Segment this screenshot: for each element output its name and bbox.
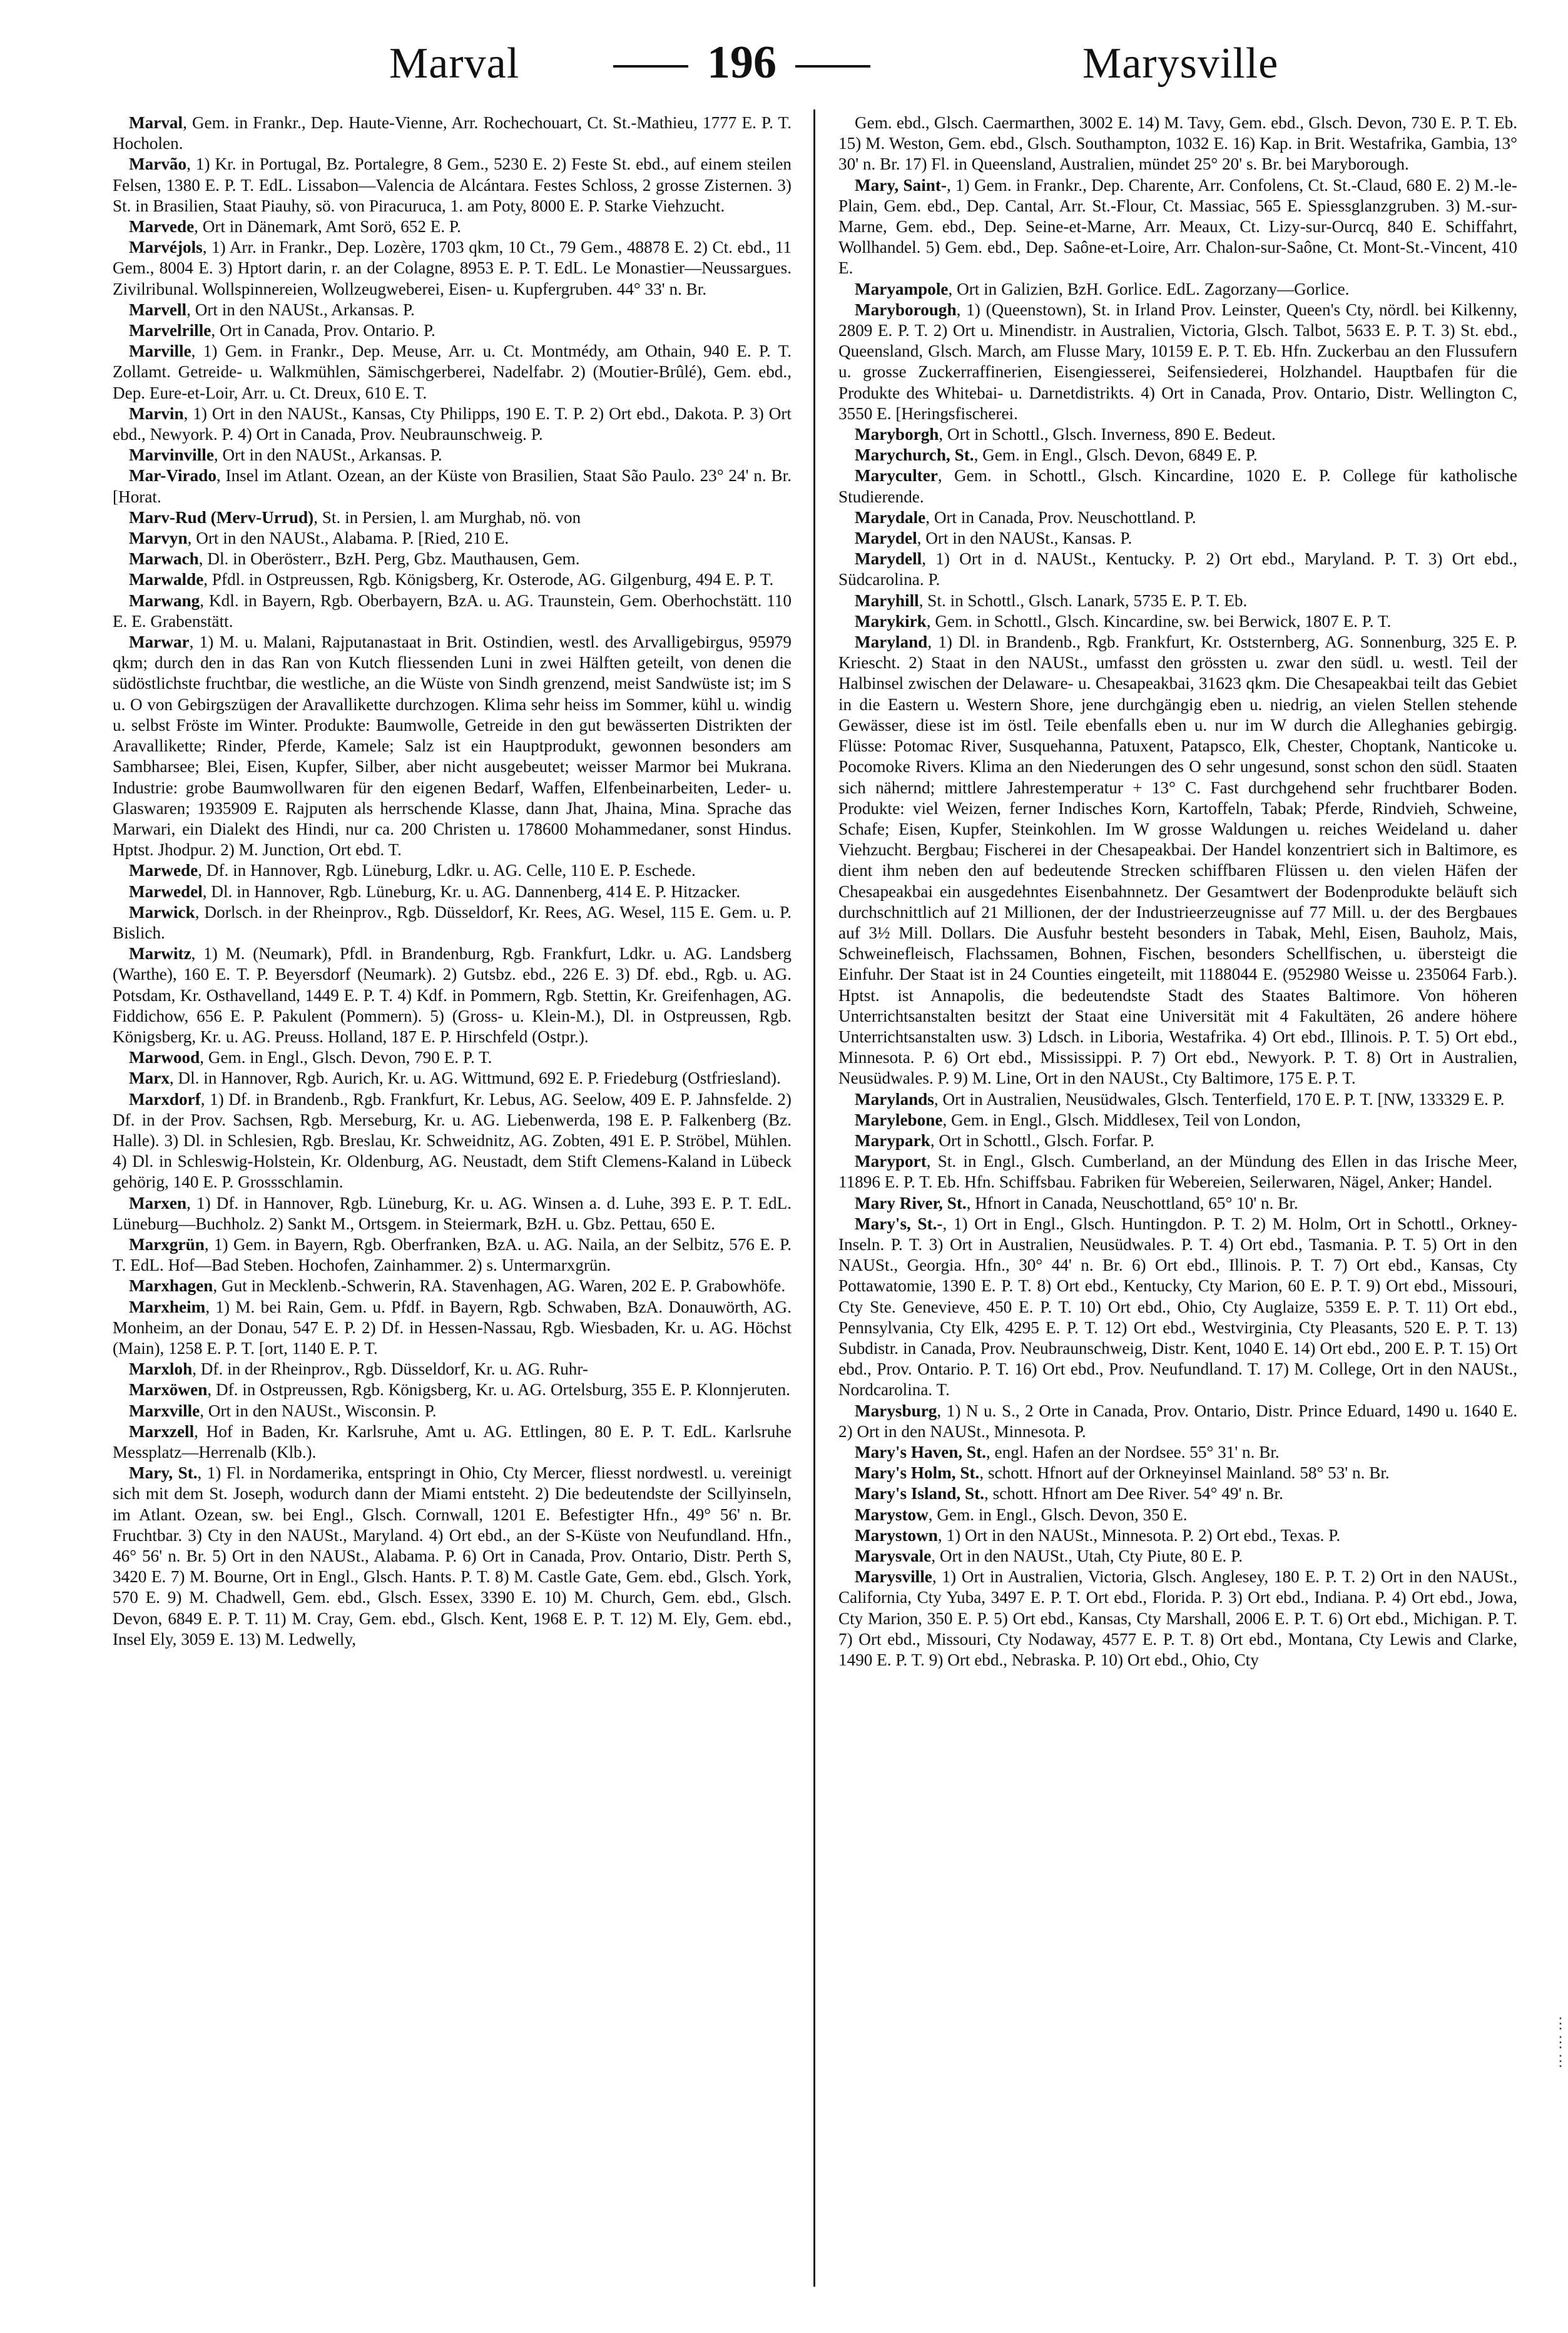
entry-text: , Gem. in Frankr., Dep. Haute-Vienne, Arr. Rochechouart, Ct. St.-Mathieu, 1777 E. P. T. Hocholen. [113,113,792,153]
entry-headword: Marv-Rud (Merv-Urrud) [129,507,314,527]
running-header [100,39,1445,108]
dictionary-entry [838,1214,1517,1401]
entry-text: , 1) N u. S., 2 Orte in Canada, Prov. Ontario, Distr. Prince Eduard, 1490 u. 1640 E. 2) Ort in den NAUSt., Minnesota. P. [838,1401,1517,1441]
dictionary-entry [113,1047,792,1068]
entry-headword: Maryborough [855,300,957,319]
entry-headword: Marvyn [129,529,188,548]
entry-headword: Marvéjols [129,238,203,257]
dictionary-entry [838,632,1517,1089]
entry-headword: Marwick [129,902,195,922]
dictionary-entry [113,1463,792,1650]
entry-text: , Gut in Mecklenb.-Schwerin, RA. Stavenhagen, AG. Waren, 202 E. P. Grabowhöfe. [213,1276,786,1296]
entry-text: , Ort in Schottl., Glsch. Inverness, 890 E. Bedeut. [939,425,1276,444]
entry-headword: Marxheim [129,1297,206,1316]
entry-headword: Marystown [855,1525,938,1545]
dictionary-entry [838,1151,1517,1192]
entry-text: , 1) Gem. in Frankr., Dep. Charente, Arr. Confolens, Ct. St.-Claud, 680 E. 2) M.-le-Plain, Gem. ebd., Dep. Cantal, Arr. St.-Flour, Ct. Massiac, 565 E. Spiessglanzgruben. 3) M.-sur-Marne, Gem. ebd., Dep. Seine-et-Marne, Arr. Meaux, Ct. Lizy-sur-Ourcq, 840 E. Schiffahrt, Wollhandel. 5) Gem. ebd., Dep. Saône-et-Loire, Arr. Chalon-sur-Saône, Ct. Mont-St.-Vincent, 410 E. [838,175,1517,278]
margin-marks: ⋮ ⋮ ⋮ [1553,2016,1568,2070]
dictionary-entry [838,445,1517,465]
dictionary-entry [113,1359,792,1380]
dictionary-entry [113,113,792,154]
right-column [838,113,1517,2302]
entry-headword: Marystow [855,1505,929,1524]
entry-headword: Maryhill [855,591,919,610]
dictionary-entry [113,1401,792,1421]
entry-text: , Gem. in Schottl., Glsch. Kincardine, 1020 E. P. College für katholische Studierende. [838,466,1517,506]
entry-text: , Gem. in Schottl., Glsch. Kincardine, sw. bei Berwick, 1807 E. P. T. [926,611,1392,631]
dictionary-entry [113,237,792,300]
entry-headword: Marydale [855,507,926,527]
entry-headword: Maryland [855,633,928,652]
entry-text: , 1) Ort in d. NAUSt., Kentucky. P. 2) Ort ebd., Maryland. P. T. 3) Ort ebd., Südcarolina. P. [838,549,1517,589]
entry-text: , St. in Engl., Glsch. Cumberland, an der Mündung des Ellen in das Irische Meer, 11896 E. P. T. Eb. Hfn. Schiffsbau. Fabriken für Webereien, Seilerwaren, Nägel, Anker; Handel. [838,1152,1517,1192]
entry-headword: Marwede [129,861,198,880]
entry-headword: Mary River, St. [855,1193,967,1212]
entry-text: , Kdl. in Bayern, Rgb. Oberbayern, BzA. u. AG. Traunstein, Gem. Oberhochstätt. 110 E. E. Grabenstätt. [113,591,792,631]
entry-headword: Marxdorf [129,1089,201,1109]
dictionary-entry [113,569,792,590]
entry-headword: Marysvale [855,1547,932,1566]
entry-headword: Marx [129,1069,170,1088]
entry-text: , 1) Df. in Hannover, Rgb. Lüneburg, Kr. u. AG. Winsen a. d. Luhe, 393 E. P. T. EdL. Lüneburg—Buchholz. 2) Sankt M., Ortsgem. in Steiermark, BzH. u. Gbz. Pettau, 650 E. [113,1193,792,1233]
entry-text: , 1) Ort in Engl., Glsch. Huntingdon. P. T. 2) M. Holm, Ort in Schottl., Orkney-Inseln. P. T. 3) Ort in Australien, Neusüdwales. P. T. 4) Ort ebd., Tasmania. P. T. 5) Ort in den NAUSt., Georgia. Hfn., 30° 44' n. Br. 6) Ort ebd., Illinois. P. T. 7) Ort ebd., Kansas, Cty Pottawatomie, 1390 E. P. T. 8) Ort ebd., Kentucky, Cty Marion, 60 E. P. T. 9) Ort ebd., Missouri, Cty Ste. Genevieve, 450 E. P. T. 10) Ort ebd., Ohio, Cty Auglaize, 5359 E. P. T. 11) Ort ebd., Pennsylvania, Cty Elk, 4295 E. P. T. 12) Ort ebd., Westvirginia, Cty Pleasants, 520 E. P. T. 13) Subdistr. in Canada, Prov. Neubraunschweig, Distr. Kent, 1040 E. 14) Ort ebd., 200 E. P. T. 15) Ort ebd., Prov. Ontario. P. T. 16) Ort ebd., Prov. Neufundland. T. 17) M. College, Ort in den NAUSt., Nordcarolina. T. [838,1214,1517,1400]
dictionary-entry [838,1463,1517,1483]
dictionary-entry [838,528,1517,549]
entry-headword: Marwood [129,1048,200,1067]
dictionary-entry [113,632,792,860]
entry-headword: Mary's Island, St. [855,1484,984,1503]
dictionary-entry [838,424,1517,445]
entry-text: , 1) Gem. in Frankr., Dep. Meuse, Arr. u. Ct. Montmédy, am Othain, 940 E. P. T. Zollamt. Getreide- u. Walkmühlen, Sämischgerberei, Nadelfabr. 2) (Moutier-Brûlé), Gem. ebd., Dep. Eure-et-Loir, Arr. u. Ct. Dreux, 610 E. T. [113,342,792,402]
dictionary-entry [838,1089,1517,1110]
dictionary-entry [838,549,1517,590]
entry-headword: Marwedel [129,882,203,901]
entry-headword: Marysburg [855,1401,937,1420]
dictionary-entry [113,445,792,465]
dictionary-entry [113,528,792,549]
entry-headword: Mary's, St.- [855,1214,943,1233]
entry-headword: Marydell [855,549,922,569]
entry-text: , Gem. in Engl., Glsch. Devon, 6849 E. P. [974,445,1258,465]
entry-text: , Gem. in Engl., Glsch. Middlesex, Teil von London, [942,1110,1301,1129]
dictionary-entry [113,216,792,237]
entry-text: , Ort in den NAUSt., Wisconsin. P. [200,1401,437,1420]
entry-headword: Marval [129,113,183,132]
left-column [113,113,792,2302]
dictionary-entry [838,1193,1517,1214]
entry-text: , Dl. in Hannover, Rgb. Lüneburg, Kr. u. AG. Dannenberg, 414 E. P. Hitzacker. [202,882,741,901]
dictionary-entry [113,1068,792,1089]
dictionary-entry [113,154,792,216]
entry-text: , St. in Persien, l. am Murghab, nö. von [313,507,581,527]
entry-headword: Maryborgh [855,425,939,444]
dictionary-entry [113,860,792,881]
entry-text: , 1) Kr. in Portugal, Bz. Portalegre, 8 Gem., 5230 E. 2) Feste St. ebd., auf einem steilen Felsen, 1380 E. P. T. EdL. Lissabon—Valencia de Alcántara. Festes Schloss, 2 grosse Zisternen. 3) St. in Brasilien, Staat Piauhy, sö. von Piracuruca, 1. am Poty, 8000 E. P. Starke Viehzucht. [113,155,792,215]
entry-headword: Marxzell [129,1421,195,1441]
dictionary-entry [113,1380,792,1400]
entry-headword: Marxloh [129,1360,193,1379]
entry-text: , 1) Ort in Australien, Victoria, Glsch. Anglesey, 180 E. P. T. 2) Ort in den NAUSt., California, Cty Yuba, 3497 E. P. T. Ort ebd., Florida. P. 3) Ort ebd., Indiana. P. 4) Ort ebd., Jowa, Cty Marion, 350 E. P. 5) Ort ebd., Kansas, Cty Marshall, 2006 E. P. T. 6) Ort ebd., Michigan. P. T. 7) Ort ebd., Missouri, Cty Nodaway, 4577 E. P. T. 8) Ort ebd., Montana, Cty Lewis and Clarke, 1490 E. P. T. 9) Ort ebd., Nebraska. P. 10) Ort ebd., Ohio, Cty [838,1567,1517,1670]
entry-text: , schott. Hfnort auf der Orkneyinsel Mainland. 58° 53' n. Br. [979,1463,1390,1483]
entry-headword: Mary, St. [129,1463,198,1483]
entry-text: Gem. ebd., Glsch. Caermarthen, 3002 E. 14) M. Tavy, Gem. ebd., Glsch. Devon, 730 E. P. T. Eb. 15) M. Weston, Gem. ebd., Glsch. Southampton, 1032 E. 16) Kap. in Brit. Westafrika, Gambia, 13° 30' n. Br. 17) Fl. in Queensland, Australien, mündet 25° 20' s. Br. bei Maryborough. [838,113,1517,174]
entry-text: , Pfdl. in Ostpreussen, Rgb. Königsberg, Kr. Osterode, AG. Gilgenburg, 494 E. P. T. [203,570,774,589]
dictionary-entry [838,507,1517,528]
dictionary-entry [113,1297,792,1360]
dictionary-entry [113,591,792,632]
column-divider [813,109,815,2287]
entry-text: , St. in Schottl., Glsch. Lanark, 5735 E. P. T. Eb. [919,591,1248,610]
entry-headword: Marwar [129,633,190,652]
entry-headword: Marvelrille [129,321,211,340]
dictionary-entry [113,943,792,1047]
entry-text: , Df. in der Rheinprov., Rgb. Düsseldorf, Kr. u. AG. Ruhr- [192,1360,588,1379]
entry-headword: Marxgrün [129,1234,205,1254]
dictionary-entry [113,902,792,943]
entry-text: , Hof in Baden, Kr. Karlsruhe, Amt u. AG. Ettlingen, 80 E. P. T. EdL. Karlsruhe Messplatz—Herrenalb (Klb.). [113,1421,792,1461]
dictionary-entry [838,1110,1517,1131]
entry-headword: Maryport [855,1152,927,1171]
entry-text: , Ort in den NAUSt., Utah, Cty Piute, 80 E. P. [931,1547,1243,1566]
entry-headword: Marxen [129,1193,187,1212]
entry-headword: Maryculter [855,466,938,485]
entry-text: , Ort in den NAUSt., Arkansas. P. [186,300,415,319]
entry-text: , 1) M. (Neumark), Pfdl. in Brandenburg, Rgb. Frankfurt, Ldkr. u. AG. Landsberg (Warthe), 160 E. T. P. Beyersdorf (Neumark). 2) Gutsbz. ebd., 226 E. 3) Df. ebd., Rgb. u. AG. Potsdam, Kr. Osthavelland, 1449 E. P. T. 4) Kdf. in Pommern, Rgb. Stettin, Kr. Greifenhagen, AG. Fiddichow, 656 E. P. Pakulent (Pommern). 5) (Gross- u. Klein-M.), Dl. in Ostpreussen, Rgb. Königsberg, Kr. u. AG. Preuss. Holland, 187 E. P. Hirschfeld (Ostpr.). [113,944,792,1046]
entry-headword: Marvell [129,300,187,319]
entry-headword: Marysville [855,1567,932,1587]
entry-text: , Gem. in Engl., Glsch. Devon, 790 E. P. T. [200,1048,492,1067]
entry-text: , 1) Arr. in Frankr., Dep. Lozère, 1703 qkm, 10 Ct., 79 Gem., 48878 E. 2) Ct. ebd., 11 Gem., 8004 E. 3) Hptort darin, r. an der Colagne, 8953 E. P. T. EdL. Le Monastier—Neussargues. Zivilribunal. Wollspinnereien, Wollzeugweberei, Eisen- u. Kupfergruben. 44° 33' n. Br. [113,238,792,298]
dictionary-entry [113,549,792,569]
dictionary-entry [113,341,792,404]
entry-headword: Marvão [129,155,187,174]
entry-headword: Mary's Haven, St. [855,1443,986,1461]
dictionary-entry [113,300,792,320]
entry-headword: Mary, Saint- [855,175,947,195]
entry-text: , 1) Ort in den NAUSt., Kansas, Cty Philipps, 190 E. T. P. 2) Ort ebd., Dakota. P. 3) Ort ebd., Newyork. P. 4) Ort in Canada, Prov. Neubraunschweig. P. [113,404,792,444]
dictionary-entry [113,882,792,902]
entry-headword: Maryampole [855,279,949,298]
entry-headword: Marychurch, St. [855,445,974,465]
entry-headword: Mar-Virado [129,466,216,485]
entry-headword: Marylands [855,1089,934,1109]
entry-text: , Dl. in Hannover, Rgb. Aurich, Kr. u. AG. Wittmund, 692 E. P. Friedeburg (Ostfriesland). [169,1069,781,1088]
entry-text: , Ort in Australien, Neusüdwales, Glsch. Tenterfield, 170 E. P. T. [NW, 133329 E. P. [934,1089,1505,1109]
entry-text: , Ort in den NAUSt., Arkansas. P. [213,445,442,465]
dictionary-entry [113,404,792,445]
entry-text: , 1) (Queenstown), St. in Irland Prov. Leinster, Queen's Cty, nördl. bei Kilkenny, 2809 E. P. T. 2) Ort u. Minendistr. in Australien, Victoria, Glsch. Talbot, 5633 E. P. T. 3) St. ebd., Queensland, Glsch. March, am Flusse Mary, 10159 E. P. T. Eb. Hfn. Zuckerbau an den Flussufern u. grosse Zuckerraffinerien, Eisengiesserei, Seifensiederei, Holzhandel. Hauptbafen für die Produkte des Whitebai- u. Darnetdistrikts. 4) Ort in Canada, Prov. Ontario, Distr. Wellington C, 3550 E. [Heringsfischerei. [838,300,1517,423]
entry-text: , Ort in den NAUSt., Kansas. P. [917,529,1133,548]
entry-text: , Gem. in Engl., Glsch. Devon, 350 E. [928,1505,1188,1524]
dictionary-entry [838,1525,1517,1546]
page-number: 196 [707,37,776,88]
entry-text: , engl. Hafen an der Nordsee. 55° 31' n. Br. [985,1443,1280,1461]
entry-headword: Marypark [855,1131,930,1150]
dictionary-entry [113,1193,792,1234]
entry-text: , Insel im Atlant. Ozean, an der Küste von Brasilien, Staat São Paulo. 23° 24' n. Br. [Horat. [113,466,792,506]
entry-headword: Marvinville [129,445,214,465]
entry-text: , 1) Ort in den NAUSt., Minnesota. P. 2) Ort ebd., Texas. P. [937,1525,1341,1545]
entry-headword: Marwalde [129,570,204,589]
entry-text: , 1) M. bei Rain, Gem. u. Pfdf. in Bayern, Rgb. Schwaben, BzA. Donauwörth, AG. Monheim, an der Donau, 547 E. P. 2) Df. in Hessen-Nassau, Rgb. Wiesbaden, Kr. u. AG. Höchst (Main), 1258 E. P. T. [ort, 1140 E. P. T. [113,1297,792,1358]
dictionary-entry [113,320,792,341]
dictionary-entry [113,1234,792,1276]
entry-headword: Marydel [855,529,917,548]
entry-text: , 1) Dl. in Brandenb., Rgb. Frankfurt, Kr. Oststernberg, AG. Sonnenburg, 325 E. P. Kriescht. 2) Staat in den NAUSt., umfasst den grössten u. zwar den südl. u. westl. Teil der Halbinsel zwischen der Delaware- u. Chesapeakbai, 31623 qkm. Die Chesapeakbai teilt das Gebiet in die Eastern u. Western Shore, jene durchgängig eben u. niedrig, an vielen Stellen stehende Gewässer, diese ist im östl. Teile ebenfalls eben u. nur im W durch die Alleghanies gebirgig. Flüsse: Potomac River, Susquehanna, Patuxent, Patapsco, Elk, Chester, Choptank, Nanticoke u. Pocomoke Rivers. Klima an den Niederungen des O sehr ungesund, sonst schon den südl. Staaten sich nähernd; mittlere Jahrestemperatur + 13° C. Fast durchgehend sehr fruchtbarer Boden. Produkte: viel Weizen, ferner Indisches Korn, Kartoffeln, Tabak; Pferde, Rindvieh, Schweine, Schafe; Eisen, Kupfer, Steinkohlen. Im W grosse Waldungen u. reiches Weideland u. daher Viehzucht. Bergbau; Fischerei in der Chesapeakbai. Der Handel konzentriert sich in Baltimore, es dient ihm neben den auf bedeutende Strecken schiffbaren Flüssen u. den vielen Häfen der Chesapeakbai ein ausgedehntes Eisenbahnnetz. Der Gesamtwert der Bodenprodukte beläuft sich durchschnittlich auf 21 Millionen, der der Industrieerzeugnisse auf 77 Mill. u. der des Bergbaues auf 3½ Mill. Dollars. Die Ausfuhr besteht besonders in Tabak, Mehl, Eisen, Bauholz, Mais, Schweinefleisch, Flachssamen, Bohnen, Fischen, besonders Schellfischen, u. übersteigt die Einfuhr. Der Staat ist in 24 Counties eingeteilt, mit 1188044 E. (952980 Weisse u. 235064 Farb.). Hptst. ist Annapolis, die bedeutendste Stadt des Staates Baltimore. Von höheren Unterrichtsanstalten besitzt der Staat eine Universität mit 4 Fakultäten, 26 andere höhere Unterrichtsanstalten usw. 3) Ldsch. in Liboria, Westafrika. 4) Ort ebd., Illinois. P. T. 5) Ort ebd., Minnesota. P. 6) Ort ebd., Mississippi. P. 7) Ort ebd., Newyork. P. T. 8) Ort in Australien, Neusüdwales. P. 9) M. Line, Ort in den NAUSt., Cty Baltimore, 175 E. P. T. [838,633,1517,1088]
dictionary-entry [838,175,1517,279]
entry-headword: Marvin [129,404,184,423]
dictionary-entry [838,1546,1517,1567]
dictionary-entry [838,279,1517,300]
dictionary-entry [838,300,1517,424]
entry-headword: Marylebone [855,1110,943,1129]
dictionary-entry [838,1505,1517,1525]
header-last-entry: Marysville [1082,39,1279,88]
entry-text: , 1) Gem. in Bayern, Rgb. Oberfranken, BzA. u. AG. Naila, an der Selbitz, 576 E. P. T. EdL. Hof—Bad Steben. Hochofen, Zainhammer. 2) s. Untermarxgrün. [113,1234,792,1275]
dictionary-entry [113,1089,792,1193]
dictionary-entry [838,113,1517,175]
dictionary-entry [838,1567,1517,1670]
entry-headword: Marwang [129,591,200,610]
dictionary-entry [838,611,1517,632]
entry-text: , Ort in Dänemark, Amt Sorö, 652 E. P. [194,217,461,236]
entry-text: , Ort in den NAUSt., Alabama. P. [Ried, 210 E. [187,529,509,548]
entry-text: , Hfnort in Canada, Neuschottland, 65° 10' n. Br. [966,1193,1298,1212]
entry-headword: Marxhagen [129,1276,213,1296]
entry-text: , 1) M. u. Malani, Rajputanastaat in Brit. Ostindien, westl. des Arvalligebirgus, 95979 qkm; durch den in das Ran von Kutch fliessenden Luni in zwei Hälften geteilt, von denen die südöstlichste fruchtbar, die westliche, an die Wüste von Sindh grenzend, meist Sandwüste ist; im S u. O von Gebirgszügen der Aravallikette durchzogen. Klima sehr heiss im Sommer, kühl u. windig u. selbst Fröste im Winter. Produkte: Baumwolle, Getreide in den gut bewässerten Distrikten der Aravallikette; Rinder, Pferde, Kamele; Salz ist ein Hauptprodukt, gewonnen besonders am Sambharsee; Blei, Eisen, Kupfer, Silber, aber nicht ausgebeutet; weisser Marmor bei Mukrana. Industrie: grobe Baumwollwaren für den eigenen Bedarf, Waffen, Elfenbeinarbeiten, Leder- u. Glaswaren; 1935909 E. Rajputen als herrschende Klasse, dann Jhat, Jhaina, Mina. Sprache das Marwari, ein Dialekt des Hindi, nur ca. 200 Christen u. 178600 Mohammedaner, sonst Hindus. Hptst. Jhodpur. 2) M. Junction, Ort ebd. T. [113,633,792,860]
entry-text: , 1) Df. in Brandenb., Rgb. Frankfurt, Kr. Lebus, AG. Seelow, 409 E. P. Jahnsfelde. 2) Df. in der Prov. Sachsen, Rgb. Merseburg, Kr. u. AG. Liebenwerda, 198 E. P. Falkenberg (Bz. Halle). 3) Dl. in Schlesien, Rgb. Breslau, Kr. Schweidnitz, AG. Zobten, 491 E. P. Ströbel, Mühlen. 4) Dl. in Schleswig-Holstein, Kr. Oldenburg, AG. Neustadt, dem Stift Clemens-Kaland in Lübeck gehörig, 140 E. P. Grossschlamin. [113,1089,792,1192]
entry-text: , Df. in Hannover, Rgb. Lüneburg, Ldkr. u. AG. Celle, 110 E. P. Eschede. [198,861,696,880]
dictionary-entry [838,465,1517,507]
entry-text: , Ort in Schottl., Glsch. Forfar. P. [930,1131,1154,1150]
entry-headword: Marvede [129,217,195,236]
entry-text: , 1) Fl. in Nordamerika, entspringt in Ohio, Cty Mercer, fliesst nordwestl. u. vereinigt sich mit dem St. Joseph, wodurch dann der Miami entsteht. 2) Die bedeutendste der Scillyinseln, im Atlant. Ozean, sw. bei Engl., Glsch. Cornwall, 1201 E. Befestigter Hfn., 49° 56' n. Br. Fruchtbar. 3) Cty in den NAUSt., Maryland. 4) Ort ebd., an der S-Küste von Neufundland. Hfn., 46° 56' n. Br. 5) Ort in den NAUSt., Alabama. P. 6) Ort in Canada, Prov. Ontario, Distr. Perth S, 3420 E. 7) M. Bourne, Ort in Engl., Glsch. Hants. P. T. 8) M. Castle Gate, Gem. ebd., Glsch. York, 570 E. 9) M. Chadwell, Gem. ebd., Glsch. Essex, 3390 E. 10) M. Church, Gem. ebd., Glsch. Devon, 6849 E. P. T. 11) M. Cray, Gem. ebd., Glsch. Kent, 1968 E. P. T. 12) M. Ely, Gem. ebd., Insel Ely, 3059 E. 13) M. Ledwelly, [113,1463,792,1649]
entry-headword: Marxville [129,1401,200,1420]
dictionary-entry [113,507,792,528]
entry-headword: Marville [129,342,191,361]
dictionary-entry [113,1421,792,1463]
dictionary-entry [113,465,792,507]
entry-text: , Df. in Ostpreussen, Rgb. Königsberg, Kr. u. AG. Ortelsburg, 355 E. P. Klonnjeruten. [207,1380,790,1400]
entry-text: , Ort in Canada, Prov. Neuschottland. P. [925,507,1196,527]
dictionary-entry [113,1276,792,1296]
entry-text: , Dl. in Oberösterr., BzH. Perg, Gbz. Mauthausen, Gem. [198,549,580,569]
dictionary-entry [838,1483,1517,1504]
dictionary-entry [838,1131,1517,1151]
dictionary-entry [838,1442,1517,1463]
entry-text: , Dorlsch. in der Rheinprov., Rgb. Düsseldorf, Kr. Rees, AG. Wesel, 115 E. Gem. u. P. Bislich. [113,902,792,942]
entry-headword: Marwach [129,549,199,569]
entry-text: , Ort in Canada, Prov. Ontario. P. [211,321,435,340]
entry-headword: Marykirk [855,611,927,631]
entry-text: , Ort in Galizien, BzH. Gorlice. EdL. Zagorzany—Gorlice. [948,279,1350,298]
entry-text: , schott. Hfnort am Dee River. 54° 49' n. Br. [984,1484,1283,1503]
dictionary-entry [838,591,1517,611]
header-first-entry: Marval [389,39,520,88]
entry-headword: Mary's Holm, St. [855,1463,980,1483]
dictionary-entry [838,1401,1517,1442]
entry-headword: Marxöwen [129,1380,208,1400]
entry-headword: Marwitz [129,944,191,963]
